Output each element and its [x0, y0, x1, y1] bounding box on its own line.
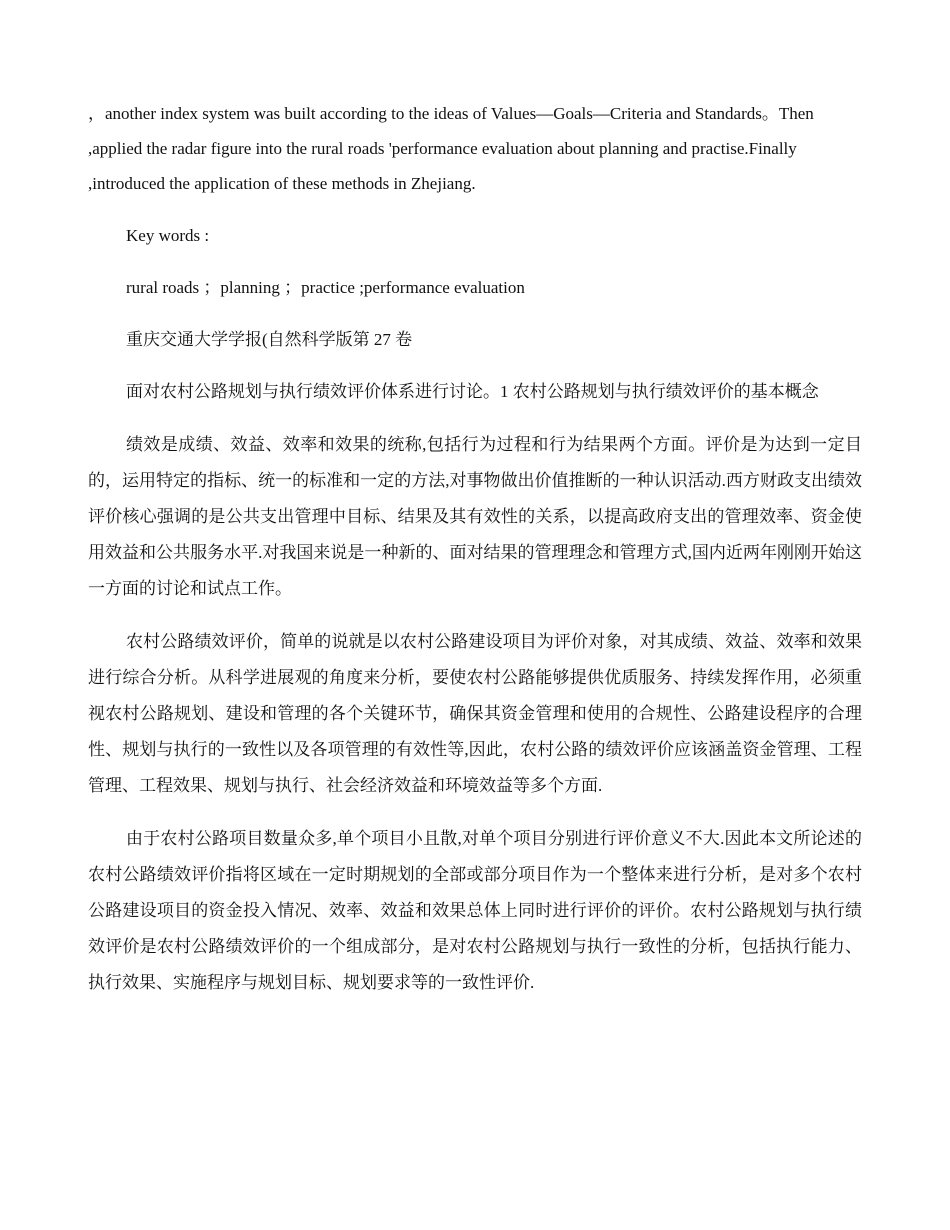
document-page — [88, 96, 862, 1018]
body-paragraph: 由于农村公路项目数量众多,单个项目小且散,对单个项目分别进行评价意义不大.因此本文所论述的农村公路绩效评价指将区域在一定时期规划的全部或部分项目作为一个整体来进行分析，是对多个农村公路建设项目的资金投入情况、效率、效益和效果总体上同时进行评价的评价。农村公路规划与执行绩效评价是农村公路绩效评价的一个组成部分，是对农村公路规划与执行一致性的分析，包括执行能力、执行效果、实施程序与规划目标、规划要求等的一致性评价. — [88, 829, 862, 992]
journal-header: 重庆交通大学学报(自然科学版第 27 卷 — [126, 330, 413, 349]
abstract-tail-paragraph: ，another index system was built according to the ideas of Values—Goals—Criteria and Standards。Then ,applied the radar figure into the rural roads 'performance evaluation about planning and practise.Finally ,introduced the application of these methods in Zhejiang. — [88, 104, 814, 193]
body-paragraph: 面对农村公路规划与执行绩效评价体系进行讨论。1 农村公路规划与执行绩效评价的基本概念 — [126, 382, 819, 401]
keywords-label: Key words : — [126, 226, 210, 245]
body-paragraph: 绩效是成绩、效益、效率和效果的统称,包括行为过程和行为结果两个方面。评价是为达到一定目的，运用特定的指标、统一的标准和一定的方法,对事物做出价值推断的一种认识活动.西方财政支出绩效评价核心强调的是公共支出管理中目标、结果及其有效性的关系，以提高政府支出的管理效率、资金使用效益和公共服务水平.对我国来说是一种新的、面对结果的管理理念和管理方式,国内近两年刚刚开始这一方面的讨论和试点工作。 — [88, 435, 862, 598]
body-paragraph: 农村公路绩效评价，简单的说就是以农村公路建设项目为评价对象，对其成绩、效益、效率和效果进行综合分析。从科学进展观的角度来分析，要使农村公路能够提供优质服务、持续发挥作用，必须重视农村公路规划、建设和管理的各个关键环节，确保其资金管理和使用的合规性、公路建设程序的合理性、规划与执行的一致性以及各项管理的有效性等,因此，农村公路的绩效评价应该涵盖资金管理、工程管理、工程效果、规划与执行、社会经济效益和环境效益等多个方面. — [88, 632, 862, 795]
keywords-list: rural roads ；planning ；practice ;performance evaluation — [126, 278, 525, 297]
